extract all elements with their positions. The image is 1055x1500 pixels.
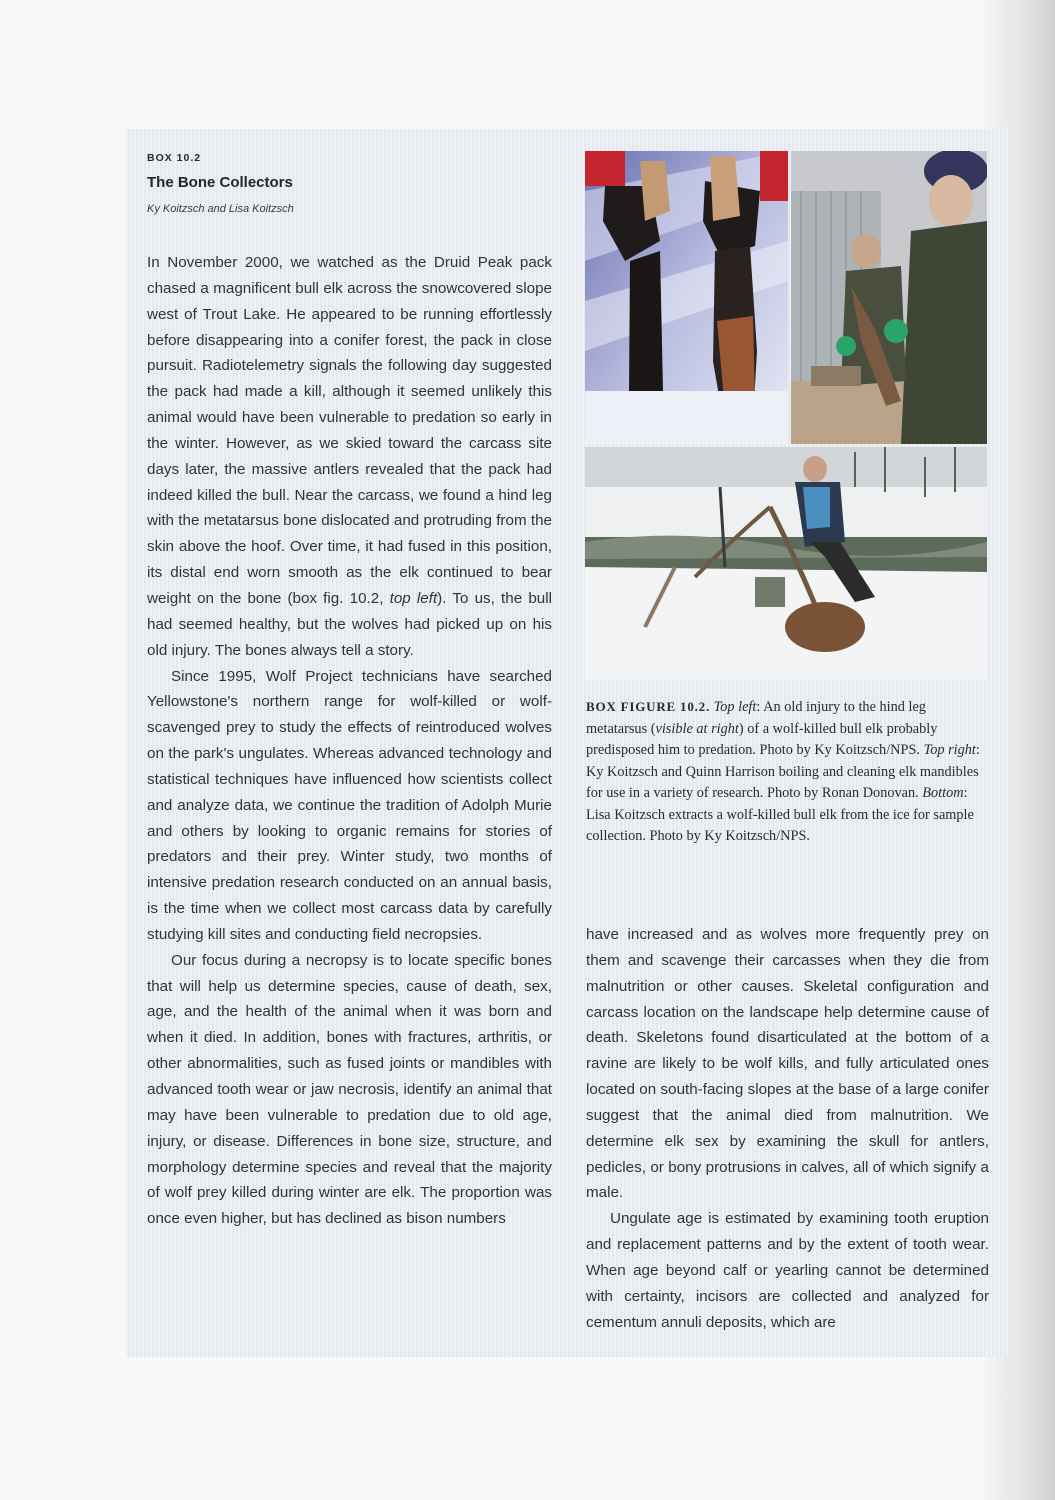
photo-bottom-elk-extraction (585, 447, 987, 680)
right-text-column (586, 922, 989, 1336)
caption-top-left-label: Top left (713, 699, 757, 715)
box-authors: Ky Koitzsch and Lisa Koitzsch (147, 203, 294, 215)
photo-top-left-elk-legs (585, 151, 788, 444)
caption-top-right-label: Top right (923, 742, 976, 758)
paragraph-3: Our focus during a necropsy is to locate specific bones that will help us determine species, cause of death, sex, age, and the health of the animal when it was born and when it died. In addition, bones with fractures, arthritis, or other abnormalities, such as fused joints or mandibles with advanced tooth wear or jaw necrosis, identify an animal that may have been vulnerable to predation due to old age, injury, or disease. Differences in bone size, structure, and morphology determine species and reveal that the majority of wolf prey killed during winter are elk. The proportion was once even higher, but has declined as bison numbers (147, 951, 552, 1228)
paragraph-4: have increased and as wolves more frequently prey on them and scavenge their carcasses when they die from malnutrition or other causes. Skeletal configuration and carcass location on the landscape help determine cause of death. Skeletons found disarticulated at the bottom of a ravine are likely to be wolf kills, and fully articulated ones located on south-facing slopes at the base of a large conifer suggest that the animal died from malnutrition. We determine elk sex by examining the skull for antlers, pedicles, or bony protrusions in calves, all of which signify a male. (586, 926, 989, 1202)
left-text-column (147, 250, 552, 1232)
caption-head: BOX FIGURE 10.2. (586, 699, 711, 714)
paragraph-1: In November 2000, we watched as the Druid Peak pack chased a magnificent bull elk across the snowcovered slope west of Trout Lake. He appeared to be running effortlessly before disappearing into a conifer forest, the pack in close pursuit. Radiotelemetry signals the following day suggested the pack had made a kill, although it seemed unlikely this animal would have been vulnerable to predation so early in the winter. However, as we skied toward the carcass site days later, the massive antlers revealed that the pack had indeed killed the bull. Near the carcass, we found a hind leg with the metatarsus bone dislocated and protruding from the skin above the hoof. Over time, it had fused in this position, its distal end worn smooth as the elk continued to bear weight on the bone (box fig. 10.2, top left). To us, the bull had seemed healthy, but the wolves had picked up on his old injury. The bones always tell a story. (147, 254, 552, 659)
figure-caption: BOX FIGURE 10.2. Top left: An old injury to the hind leg metatarsus (visible at right) of a wolf-killed bull elk probably predisposed him to predation. Photo by Ky Koitzsch/NPS. Top right: Ky Koitzsch and Quinn Harrison boiling and cleaning elk mandibles for use in a variety of research. Photo by Ronan Donovan. Bottom: Lisa Koitzsch extracts a wolf-killed bull elk from the ice for sample collection. Photo by Ky Koitzsch/NPS. (586, 699, 980, 844)
box-label: BOX 10.2 (147, 152, 202, 164)
paragraph-5: Ungulate age is estimated by examining tooth eruption and replacement patterns and by the extent of tooth wear. When age beyond calf or yearling cannot be determined with certainty, incisors are collected and analyzed for cementum annuli deposits, which are (586, 1210, 989, 1331)
paragraph-2: Since 1995, Wolf Project technicians have searched Yellowstone's northern range for wolf-killed or wolfscavenged prey to study the effects of reintroduced wolves on the park's ungulates. Whereas advanced technology and statistical techniques have influenced how scientists collect and analyze data, we continue the tradition of Adolph Murie and others by looking to organic remains for stories of predators and their prey. Winter study, two months of intensive predation research conducted on an annual basis, is the time when we collect most carcass data by carefully studying kill sites and conducting field necropsies. (147, 667, 552, 943)
photo-top-right-boiling-mandibles (791, 151, 987, 444)
box-title: The Bone Collectors (147, 174, 293, 191)
caption-bottom-label: Bottom (922, 785, 964, 801)
